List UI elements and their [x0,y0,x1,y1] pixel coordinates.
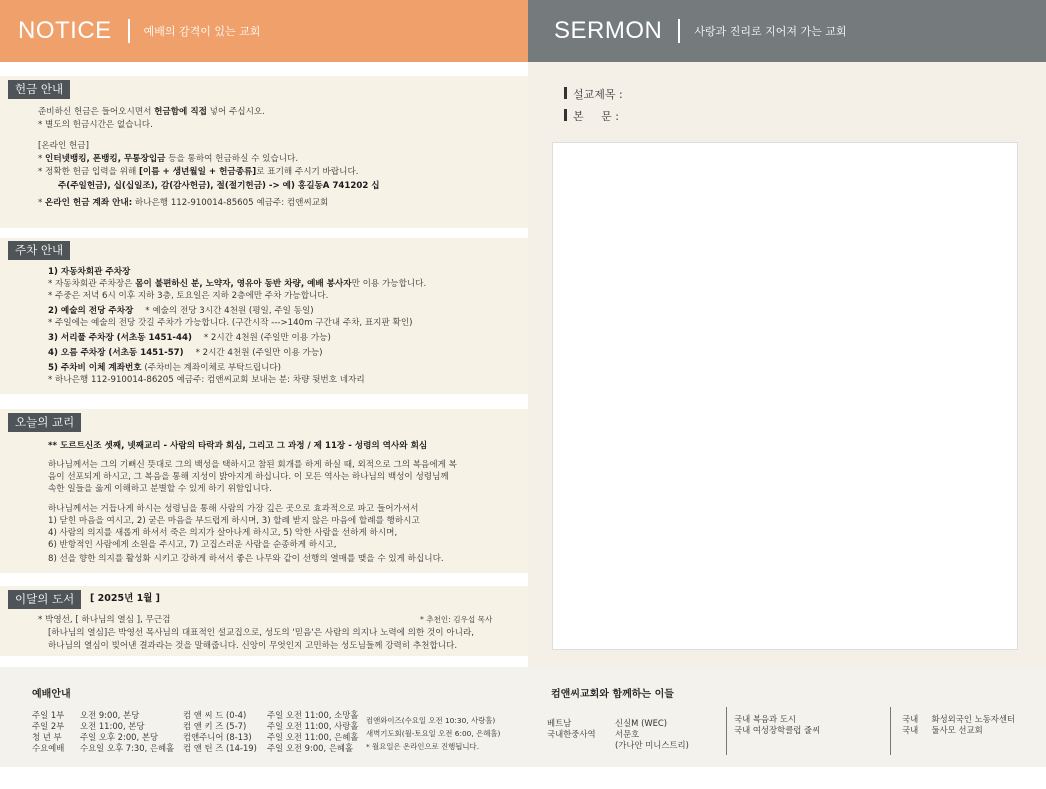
text-bold: 4) 오름 주차장 (서초동 1451-57) [48,348,184,358]
text-bold: 2) 예술의 전당 주차장 [48,306,134,316]
book-tag: 이달의 도서 [8,590,81,609]
parking-line: * 주일에는 예술의 전당 갓길 주차가 가능합니다. (구간시작 --->140m 구간내 주차, 표지판 확인) [48,318,413,328]
service-time: 주일 오후 2:00, 본당 [80,732,158,742]
text-bold: 3) 서리풀 주차장 (서초동 1451-44) [48,333,192,343]
doctrine-line: 6) 반항적인 사람에게 소원을 주시고, 7) 고집스러운 사람을 순종하게 하시고, [48,540,337,550]
doctrine-line: 1) 닫힌 마음을 여시고, 2) 굳은 마음을 부드럽게 하시며, 3) 할례 받지 않은 마음에 할례를 행하시고 [48,516,420,526]
notice-header [0,0,528,62]
notice-panel [0,62,528,667]
service-time: 수요일 오후 7:30, 은혜홀 [80,743,175,753]
offering-example: 주(주일헌금), 십(십일조), 감(감사헌금), 절(절기헌금) -> 예) 홍길동A 741202 십 [58,181,380,191]
partner-item: 국내 복음과 도시 [734,714,796,724]
doctrine-tag: 오늘의 교리 [8,413,81,432]
kids-name: 컴앤주니어 (8-13) [183,732,252,742]
footer [0,667,1046,767]
kids-time: 주일 오전 11:00, 사랑홀 [267,721,359,731]
service-time: 오전 11:00, 본당 [80,721,145,731]
text-bold: 인터넷뱅킹, 폰뱅킹, 무통장입금 [45,154,166,164]
text: 설교제목 : [573,88,623,101]
parking-item-title: 1) 자동차회관 주차장 [48,267,131,277]
worship-title: 예배안내 [32,689,71,700]
notice-subtitle: 예배의 감격이 있는 교회 [143,25,261,38]
parking-line [48,347,323,360]
doctrine-line: 속한 일들을 옳게 이해하고 분별할 수 있게 하기 위함입니다. [48,484,272,494]
book-line: 하나님의 열심이 빚어낸 결과라는 것을 말해줍니다. 신앙이 무엇인지 고민하는 성도님들께 강력히 추천합니다. [48,641,458,651]
header-divider [128,19,130,43]
text-bold: 5) 주차비 이체 계좌번호 [48,363,142,373]
service-time: 오전 9:00, 본당 [80,710,140,720]
kids-time: 주일 오전 11:00, 은혜홀 [267,732,359,742]
text: 본 문 : [573,110,619,123]
parking-section [0,238,528,394]
doctrine-heading: ** 도르트신조 셋째, 넷째교리 - 사람의 타락과 회심, 그리고 그 과정 / 제 11장 - 성령의 역사와 회심 [48,441,428,451]
doctrine-line: 음이 선포되게 하시고, 그 복음을 통해 지성이 밝아지게 하십니다. 이 모든 역사는 하나님의 백성이 성령님께 [48,472,449,482]
doctrine-line: 하나님께서는 그의 기뻐신 뜻대로 그의 백성을 택하시고 참된 회개를 하게 하실 때, 외적으로 그의 복음에게 복 [48,460,457,470]
parking-line [48,332,331,345]
kids-time: 주일 오전 11:00, 소망홀 [267,710,359,720]
partner-name: 서문호 [615,729,640,739]
extra-service: * 월요일은 온라인으로 진행됩니다. [366,742,480,751]
parking-line: * 하나은행 112-910014-86205 예금주: 컴앤씨교회 보내는 분: 차량 뒷번호 네자리 [48,375,365,385]
text: * 정확한 헌금 입력을 위해 [38,167,139,177]
offering-line [38,166,358,179]
sermon-subtitle: 사랑과 진리로 지어져 가는 교회 [694,25,847,38]
parking-line [48,278,426,291]
text: (주차비는 계좌이체로 부탁드립니다) [141,363,282,373]
notice-title: NOTICE [18,17,112,44]
doctrine-line: 4) 사람의 의지를 새롭게 하셔서 죽은 의지가 살아나게 하시고, 5) 악한 사람을 선하게 하시며, [48,528,398,538]
partner-name: 신실M (WEC) [615,718,668,728]
extra-service: 새벽기도회(월-토요일 오전 6:00, 은혜홀) [366,729,501,738]
kids-time: 주일 오전 9:00, 은혜홀 [267,743,354,753]
extra-service: 컴앤와이즈(수요일 오전 10:30, 사랑홀) [366,716,496,725]
sermon-panel [528,62,1046,667]
header-divider [678,19,680,43]
partner-name: (가나안 미니스트리) [615,740,689,750]
offering-line [38,153,298,166]
text-bold: [이름 + 생년월일 + 헌금종류] [138,167,257,177]
doctrine-line: 하나님께서는 거듭나게 하시는 성령님을 통해 사람의 가장 깊은 곳으로 효과적으로 파고 들어가셔서 [48,504,419,514]
offering-line: [온라인 헌금] [38,141,89,151]
service-name: 주일 2부 [32,721,65,731]
kids-name: 컴 앤 키 즈 (5-7) [183,721,247,731]
sermon-title-label [564,86,623,102]
sermon-text-label [564,108,619,124]
partner-region: 베트남 [547,718,572,728]
service-name: 주일 1부 [32,710,65,720]
partner-item: 국내 화성외국인 노동자센터 [902,714,1016,724]
parking-line [48,362,281,375]
book-line: [하나님의 열심]은 박영선 목사님의 대표적인 설교집으로, 성도의 '믿음'은 사람의 의지나 노력에 의한 것이 아니라, [48,628,474,638]
book-month: [ 2025년 1월 ] [90,593,161,604]
divider [890,707,891,755]
parking-tag: 주차 안내 [8,241,70,260]
parking-line: * 주중은 저녁 6시 이후 지하 3층, 토요일은 지하 2층에만 주차 가능합니다. [48,291,329,301]
label-marker [564,109,567,121]
text-bold: 온라인 헌금 계좌 안내: [45,198,133,208]
offering-line: * 별도의 헌금시간은 없습니다. [38,120,153,130]
book-recommender: * 추천인: 김우섭 목사 [420,615,493,624]
text-bold: 몸이 불편하신 분, 노약자, 영유아 동반 차량, 예배 봉사자 [135,279,352,289]
text: 로 표기해 주시기 바랍니다. [256,167,359,177]
parking-line [48,305,314,318]
offering-line [38,106,265,119]
label-marker [564,87,567,99]
divider [726,707,727,755]
partners-title: 컴앤씨교회와 함께하는 이들 [551,689,674,700]
offering-account [38,197,328,210]
kids-name: 컴 앤 씨 드 (0-4) [183,710,247,720]
book-line: * 박영선, [ 하나님의 열심 ], 무근검 [38,615,171,625]
text: * 2시간 4천원 (주일만 이용 가능) [195,348,323,358]
text: 넣어 주십시오. [206,107,265,117]
text: 등을 통하여 헌금하실 수 있습니다. [165,154,299,164]
doctrine-section [0,409,528,573]
text: 준비하신 헌금은 들어오시면서 [38,107,155,117]
text: * 자동차회관 주차장은 [48,279,136,289]
text: 하나은행 112-910014-85605 예금주: 컴앤씨교회 [132,198,329,208]
service-name: 청 년 부 [32,732,62,742]
offering-section [0,76,528,228]
sermon-notes-box[interactable] [552,142,1018,650]
partner-region: 국내한중사역 [547,729,596,739]
offering-tag: 헌금 안내 [8,80,70,99]
text-bold: 헌금함에 직접 [154,107,207,117]
text: * [38,154,46,164]
book-section [0,586,528,656]
partner-item: 국내 여성장학클럽 줄씨 [734,725,821,735]
partner-item: 국내 둘사모 선교회 [902,725,983,735]
doctrine-line: 8) 선을 향한 의지를 활성화 시키고 강하게 하셔서 좋은 나무와 같이 선행의 열매를 맺을 수 있게 하십니다. [48,554,444,564]
text: * 2시간 4천원 (주일만 이용 가능) [203,333,331,343]
sermon-header [528,0,1046,62]
sermon-title: SERMON [554,17,663,44]
text: * 예술의 전당 3시간 4천원 (평일, 주일 동일) [145,306,314,316]
service-name: 수요예배 [32,743,65,753]
text: 만 이용 가능합니다. [351,279,427,289]
text: * [38,198,46,208]
kids-name: 컴 앤 틴 즈 (14-19) [183,743,257,753]
